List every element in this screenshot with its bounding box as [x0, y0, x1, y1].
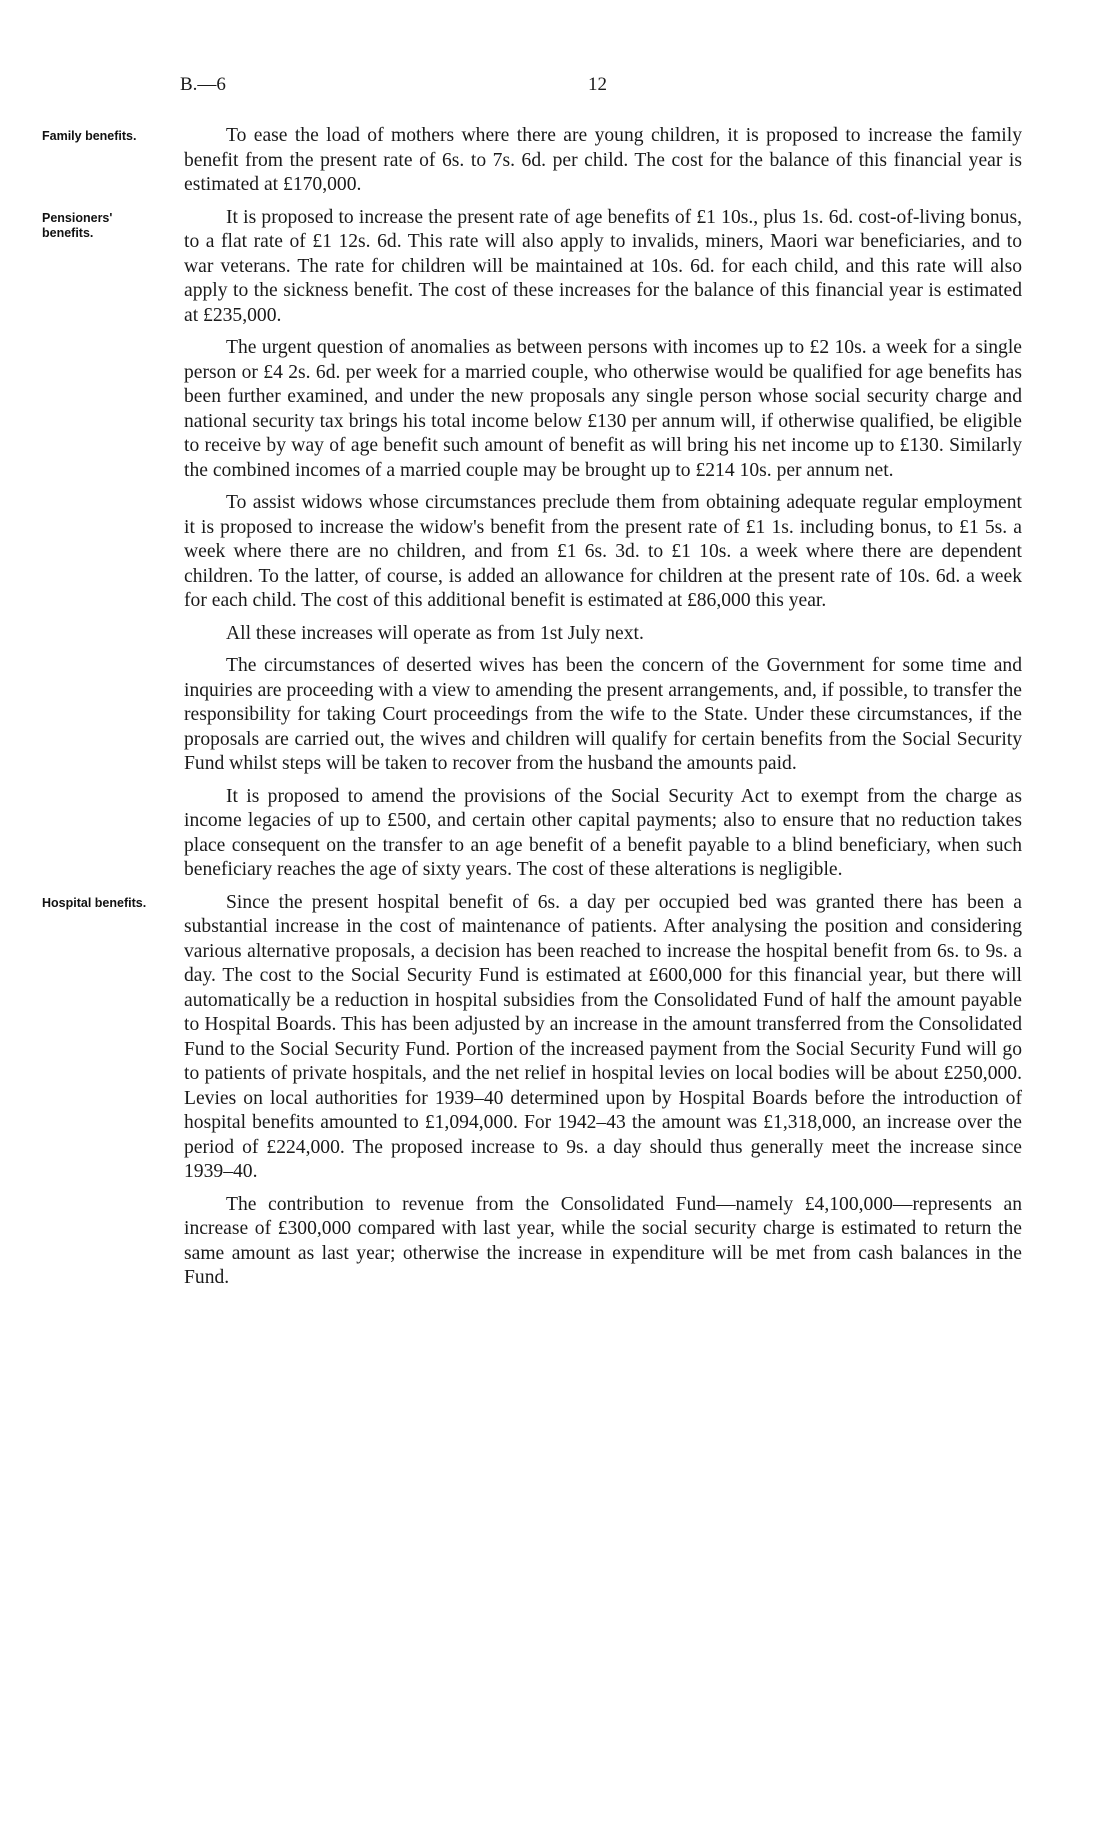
- paragraph-deserted-wives: The circumstances of deserted wives has been the concern of the Government for some time and inquiries are proceeding with a view to amending the present arrangements, and, if possible, to transfer the responsibility for taking Court proceedings from the wife to the State. Under these circumstances, if the proposals are carried out, the wives and children will qualify for certain benefits from the Social Security Fund whilst steps will be taken to recover from the husband the amounts paid.: [184, 655, 1022, 774]
- paragraph-widows-benefit: To assist widows whose circumstances preclude them from obtaining adequate regular employment it is proposed to increase the widow's benefit from the present rate of £1 1s. including bonus, to £1 5s. a week where there are no children, and from £1 6s. 3d. to £1 10s. a week where there are dependent children. To the latter, of course, is added an allowance for children at the present rate of 10s. 6d. a week for each child. The cost of this additional benefit is estimated at £86,000 this year.: [184, 492, 1022, 611]
- section-family-benefits: [0, 124, 1114, 198]
- paragraph-family-benefits: To ease the load of mothers where there are young children, it is proposed to increase the family benefit from the present rate of 6s. to 7s. 6d. per child. The cost for the balance of this financial year is estimated at £170,000.: [184, 125, 1022, 195]
- paragraph-consolidated-fund: The contribution to revenue from the Consolidated Fund—namely £4,100,000—represents an increase of £300,000 compared with last year, while the social security charge is estimated to return the same amount as last year; otherwise the increase in expenditure will be met from cash balances in the Fund.: [184, 1193, 1022, 1288]
- section-pensioners-benefits: [0, 206, 1114, 883]
- section-hospital-benefits: [0, 891, 1114, 1291]
- margin-note-hospital-benefits: Hospital benefits.: [42, 895, 147, 910]
- margin-note-family-benefits: Family benefits.: [42, 129, 137, 143]
- page-number: 12: [588, 74, 607, 95]
- document-reference: B.—6: [180, 74, 226, 95]
- page-body: [0, 124, 1114, 1299]
- margin-note-pensioners-benefits: Pensioners' benefits.: [42, 210, 113, 240]
- paragraph-effective-date: All these increases will operate as from 1st July next.: [226, 622, 644, 644]
- paragraph-act-amendments: It is proposed to amend the provisions of the Social Security Act to exempt from the charge as income legacies of up to £500, and certain other capital payments; also to ensure that no reduction takes place consequent on the transfer to an age benefit of a benefit payable to a blind beneficiary, when such beneficiary reaches the age of sixty years. The cost of these alterations is negligible.: [184, 785, 1022, 880]
- paragraph-hospital-benefits: Since the present hospital benefit of 6s. a day per occupied bed was granted there has been a substantial increase in the cost of maintenance of patients. After analysing the position and considering various alternative proposals, a decision has been reached to increase the hospital benefit from 6s. to 9s. a day. The cost to the Social Security Fund is estimated at £600,000 for this financial year, but there will automatically be a reduction in hospital subsidies from the Consolidated Fund of half the amount payable to Hospital Boards. This has been adjusted by an increase in the amount transferred from the Consolidated Fund to the Social Security Fund. Portion of the increased payment from the Social Security Fund will go to patients of private hospitals, and the net relief in hospital levies on local bodies will be about £250,000. Levies on local authorities for 1939–40 determined upon by Hospital Boards before the introduction of hospital benefits amounted to £1,094,000. For 1942–43 the amount was £1,318,000, an increase over the period of £224,000. The proposed increase to 9s. a day should thus generally meet the increase since 1939–40.: [184, 891, 1022, 1182]
- paragraph-age-benefits: It is proposed to increase the present rate of age benefits of £1 10s., plus 1s. 6d. cost-of-living bonus, to a flat rate of £1 12s. 6d. This rate will also apply to invalids, miners, Maori war beneficiaries, and to war veterans. The rate for children will be maintained at 10s. 6d. for each child, and this rate will also apply to the sickness benefit. The cost of these increases for the balance of this financial year is estimated at £235,000.: [184, 206, 1022, 326]
- page-header: [180, 74, 880, 100]
- paragraph-income-anomalies: The urgent question of anomalies as between persons with incomes up to £2 10s. a week for a single person or £4 2s. 6d. per week for a married couple, who otherwise would be qualified for age benefits has been further examined, and under the new proposals any single person whose social security charge and national security tax brings his total income below £130 per annum will, if otherwise qualified, be eligible to receive by way of age benefit such amount of benefit as will bring his net income up to £130. Similarly the combined incomes of a married couple may be brought up to £214 10s. per annum net.: [184, 337, 1022, 481]
